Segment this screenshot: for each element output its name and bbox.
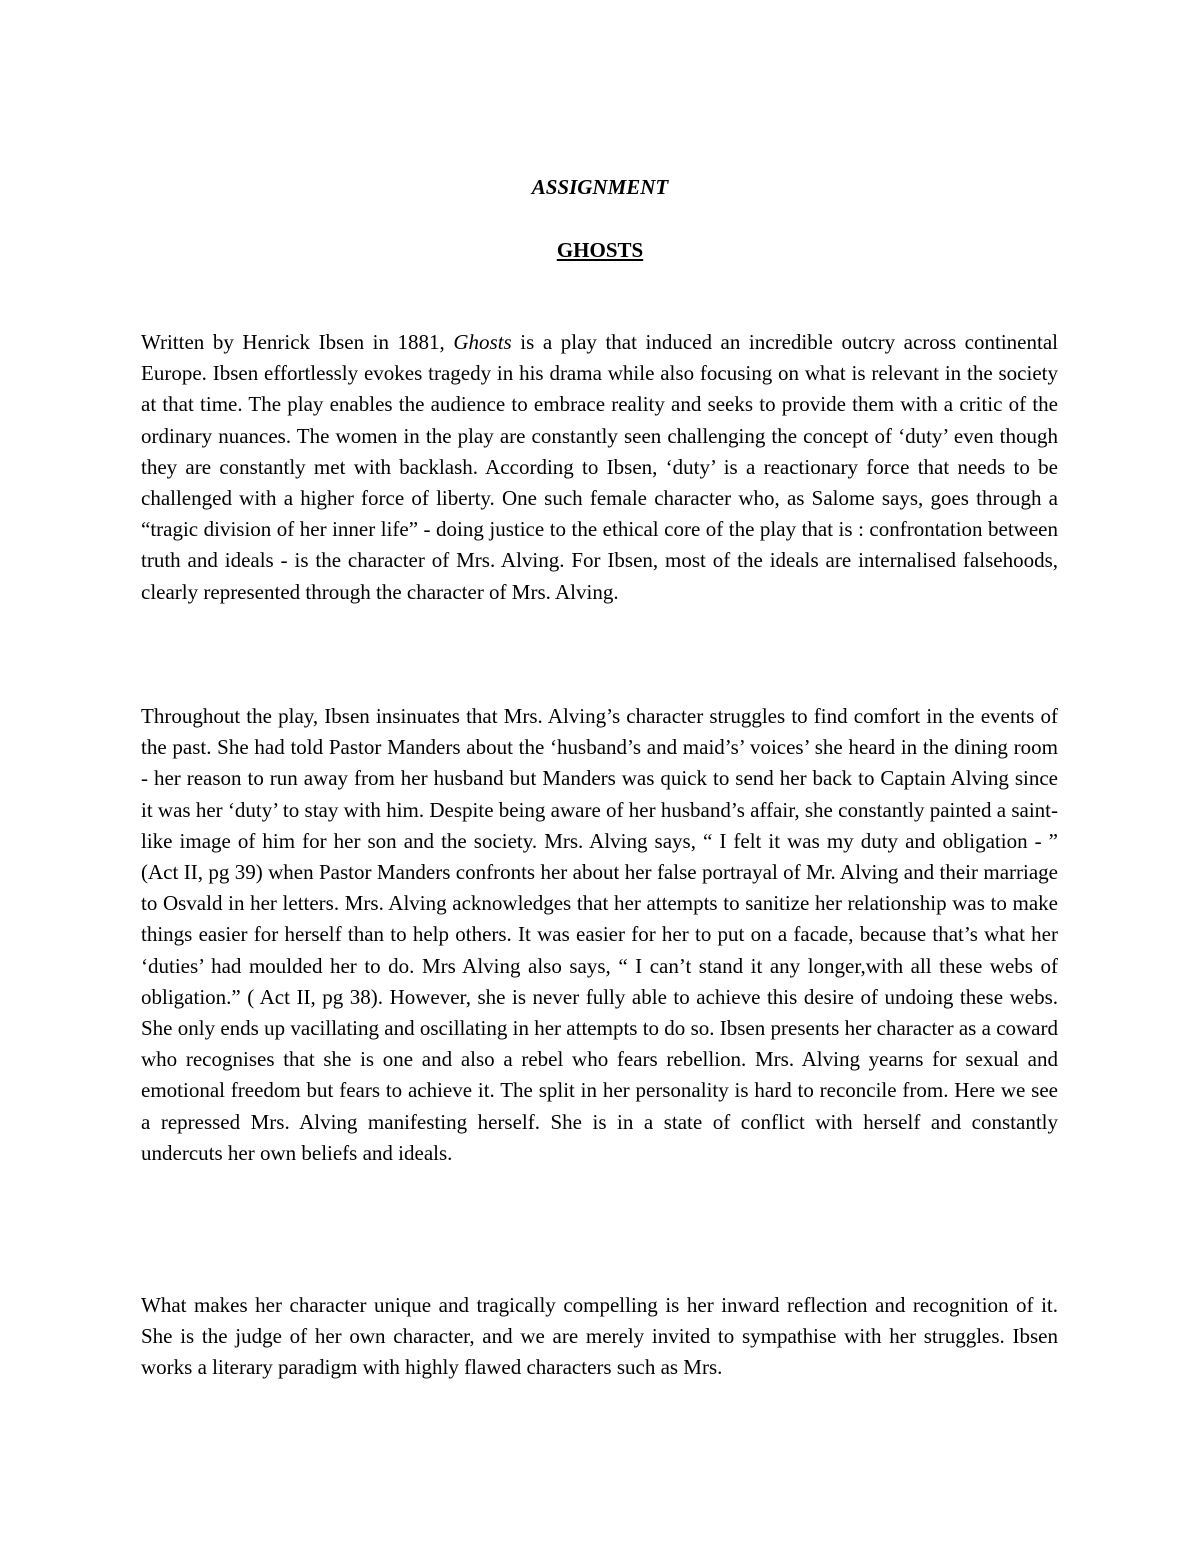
- document-title: GHOSTS: [556, 238, 644, 262]
- assignment-heading: ASSIGNMENT: [531, 175, 669, 199]
- paragraph-2: Throughout the play, Ibsen insinuates that Mrs. Alving’s character struggles to find comfort in the events of the past. She had told Pastor Manders about the ‘husband’s and maid’s’ voices’ she heard in the dining room - her reason to run away from her husband but Manders was quick to send her back to Captain Alving since it was her ‘duty’ to stay with him. Despite being aware of her husband’s affair, she constantly painted a saint-like image of him for her son and the society. Mrs. Alving says, “ I felt it was my duty and obligation - ” (Act II, pg 39) when Pastor Manders confronts her about her false portrayal of Mr. Alving and their marriage to Osvald in her letters. Mrs. Alving acknowledges that her attempts to sanitize her relationship was to make things easier for herself than to help others. It was easier for her to put on a facade, because that’s what her ‘duties’ had moulded her to do. Mrs Alving also says, “ I can’t stand it any longer,with all these webs of obligation.” ( Act II, pg 38). However, she is never fully able to achieve this desire of undoing these webs. She only ends up vacillating and oscillating in her attempts to do so. Ibsen presents her character as a coward who recognises that she is one and also a rebel who fears rebellion. Mrs. Alving yearns for sexual and emotional freedom but fears to achieve it. The split in her personality is hard to reconcile from. Here we see a repressed Mrs. Alving manifesting herself. She is in a state of conflict with herself and constantly undercuts her own beliefs and ideals.: [141, 704, 1058, 1165]
- paragraph-3: What makes her character unique and tragically compelling is her inward reflection and recognition of it. She is the judge of her own character, and we are merely invited to sympathise with her struggles. Ibsen works a literary paradigm with highly flawed characters such as Mrs.: [141, 1293, 1058, 1380]
- paragraph-1: [141, 327, 1058, 608]
- play-title-italic: Ghosts: [453, 330, 512, 354]
- paragraph-1-text-end: is a play that induced an incredible outcry across continental Europe. Ibsen effortlessly evokes tragedy in his drama while also focusing on what is relevant in the society at that time. The play enables the audience to embrace reality and seeks to provide them with a critic of the ordinary nuances. The women in the play are constantly seen challenging the concept of ‘duty’ even though they are constantly met with backlash. According to Ibsen, ‘duty’ is a reactionary force that needs to be challenged with a higher force of liberty. One such female character who, as Salome says, goes through a “tragic division of her inner life” - doing justice to the ethical core of the play that is : confrontation between truth and ideals - is the character of Mrs. Alving. For Ibsen, most of the ideals are internalised falsehoods, clearly represented through the character of Mrs. Alving.: [141, 330, 1058, 604]
- paragraph-1-text-start: Written by Henrick Ibsen in 1881,: [141, 330, 454, 354]
